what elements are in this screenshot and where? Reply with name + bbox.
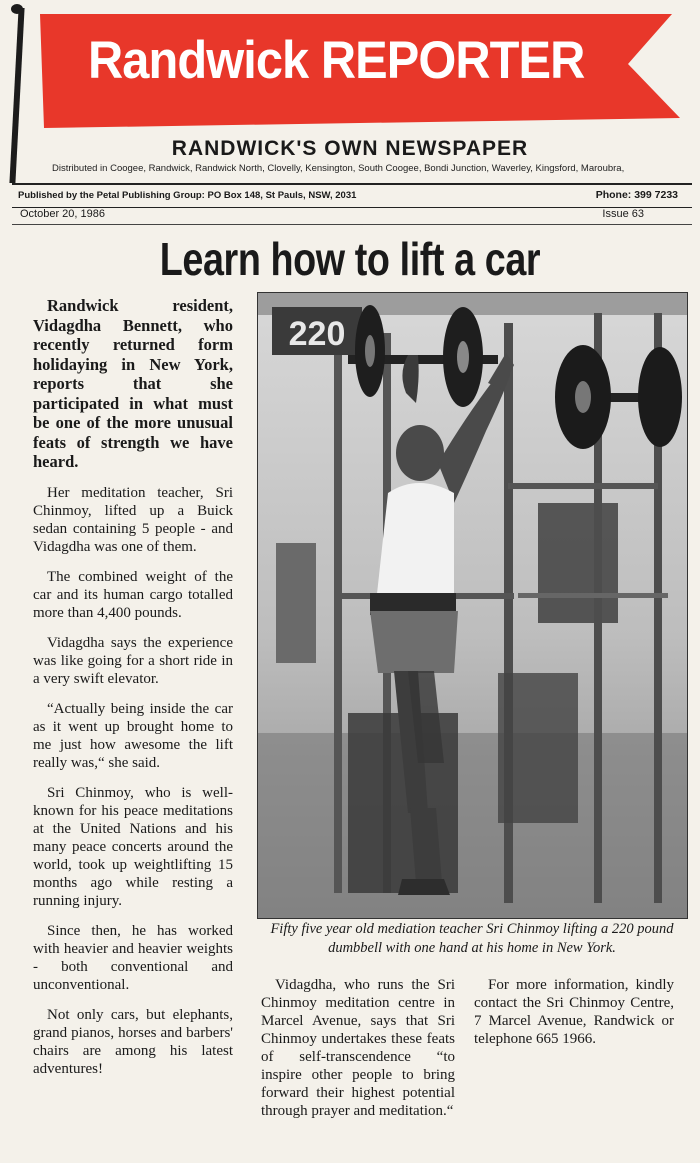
paragraph: The combined weight of the car and its human cargo totalled more than 4,400 pounds. bbox=[33, 568, 233, 621]
issue-date: October 20, 1986 bbox=[20, 208, 106, 220]
masthead bbox=[0, 0, 700, 190]
article-photo bbox=[257, 292, 688, 919]
article-column-3 bbox=[474, 976, 674, 1060]
publisher-bar bbox=[12, 183, 692, 208]
date-bar bbox=[12, 206, 692, 225]
headline: Learn how to lift a car bbox=[159, 233, 541, 285]
paragraph: Her meditation teacher, Sri Chinmoy, lifted up a Buick sedan containing 5 people - and Vidagdha was one of them. bbox=[33, 484, 233, 555]
paragraph: Not only cars, but elephants, grand pianos, horses and barbers' chairs are among his latest adventures! bbox=[33, 1006, 233, 1077]
newspaper-title: Randwick REPORTER bbox=[88, 31, 585, 90]
weightlifting-illustration bbox=[258, 293, 687, 918]
lead-paragraph: Randwick resident, Vidagdha Bennett, who recently returned form holidaying in New York, reports that she participated in what must be one of the more unusual feats of strength we have heard. bbox=[33, 296, 233, 471]
paragraph: For more information, kindly contact the Sri Chinmoy Centre, 7 Marcel Avenue, Randwick or telephone 665 1966. bbox=[474, 977, 674, 1047]
photo-caption: Fifty five year old mediation teacher Sri Chinmoy lifting a 220 pound dumbbell with one hand at his home in New York. bbox=[270, 921, 674, 956]
paragraph: Vidagdha says the experience was like going for a short ride in a very swift elevator. bbox=[33, 634, 233, 687]
article-column-1 bbox=[33, 296, 233, 1090]
distribution-line: Distributed in Coogee, Randwick, Randwick North, Clovelly, Kensington, South Coogee, Bondi Junction, Waverley, Kingsford, Maroubra, bbox=[52, 163, 625, 174]
paragraph: “Actually being inside the car as it went up brought home to me just how awesome the lift really was,“ she said. bbox=[33, 700, 233, 771]
phone-number: Phone: 399 7233 bbox=[595, 189, 678, 201]
paragraph: Since then, he has worked with heavier and heavier weights - both conventional and unconventional. bbox=[33, 922, 233, 993]
paragraph: Sri Chinmoy, who is well-known for his peace meditations at the United Nations and his many peace concerts around the world, took up weightlifting 15 months ago while resting a running injury. bbox=[33, 784, 233, 909]
article-column-2 bbox=[261, 976, 455, 1132]
publisher-info: Published by the Petal Publishing Group: PO Box 148, St Pauls, NSW, 2031 bbox=[18, 190, 357, 201]
tagline: RANDWICK'S OWN NEWSPAPER bbox=[171, 137, 529, 160]
weight-plate-label: 220 bbox=[288, 315, 346, 353]
paragraph: Vidagdha, who runs the Sri Chinmoy meditation centre in Marcel Avenue, says that Sri Chinmoy undertakes these feats of self-transcendence “to inspire other people to bring forward their highest potential through prayer and meditation.“ bbox=[261, 977, 455, 1119]
issue-number: Issue 63 bbox=[602, 208, 644, 220]
